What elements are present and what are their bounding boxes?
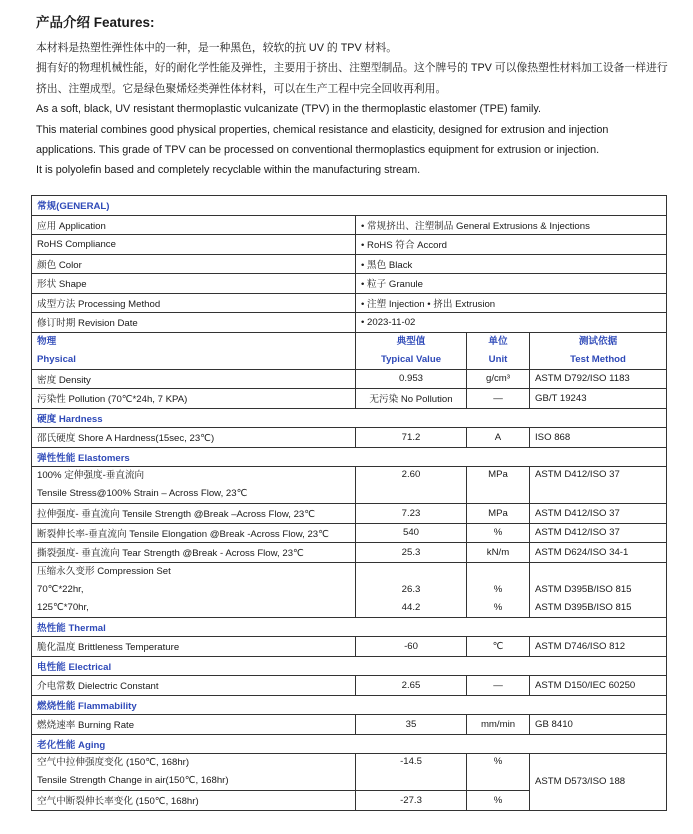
table-row (32, 235, 667, 255)
property-value: • 黑色 Black (356, 254, 667, 274)
table-row (32, 215, 667, 235)
header-physical-cn: 物理 (37, 335, 57, 347)
section-aging (32, 734, 667, 754)
property-label-cn: 100% 定伸强度-垂直流向 (37, 470, 145, 481)
property-method: GB 8410 (530, 715, 667, 735)
property-value: • 粒子 Granule (356, 274, 667, 294)
property-method (530, 562, 667, 617)
header-unit-en: Unit (488, 353, 508, 365)
intro-line: 拥有好的物理机械性能，好的耐化学性能及弹性，主要用于挤出、注塑型制品。这个牌号的 TPV 可以像热塑性材料加工设备一样进行 (36, 62, 668, 75)
property-label: 拉伸强度- 垂直流向 Tensile Strength @Break –Across Flow, 23℃ (32, 504, 356, 524)
property-method: ASTM D412/ISO 37 (530, 523, 667, 543)
property-value: -60 (356, 637, 467, 657)
property-value: 无污染 No Pollution (356, 389, 467, 409)
property-method: ASTM D412/ISO 37 (530, 504, 667, 524)
property-label-en: Tensile Stress@100% Strain – Across Flow, 23℃ (37, 488, 248, 499)
table-row (32, 715, 667, 735)
property-unit: ℃ (467, 637, 530, 657)
table-row (32, 369, 667, 389)
property-value: -14.5 (356, 754, 467, 791)
property-label: 修订时期 Revision Date (32, 313, 356, 333)
intro-line: 本材料是热塑性弹性体中的一种，是一种黑色，较软的抗 UV 的 TPV 材料。 (36, 42, 398, 54)
property-label: 成型方法 Processing Method (32, 293, 356, 313)
property-label-en: Tensile Strength Change in air(150℃, 168hr) (37, 775, 229, 786)
property-label: 撕裂强度- 垂直流向 Tear Strength @Break - Across Flow, 23℃ (32, 543, 356, 563)
header-method (530, 332, 667, 369)
table-row (32, 543, 667, 563)
section-title: 弹性性能 Elastomers (32, 447, 667, 467)
property-method: GB/T 19243 (530, 389, 667, 409)
property-label: 脆化温度 Brittleness Temperature (32, 637, 356, 657)
property-label: 应用 Application (32, 215, 356, 235)
section-title: 燃烧性能 Flammability (32, 695, 667, 715)
section-electrical (32, 656, 667, 676)
table-row (32, 389, 667, 409)
property-method-1: ASTM D395B/ISO 815 (535, 583, 632, 595)
property-label (32, 754, 356, 791)
table-row (32, 274, 667, 294)
property-method: ASTM D150/IEC 60250 (530, 676, 667, 696)
section-title: 热性能 Thermal (32, 617, 667, 637)
property-unit: g/cm³ (467, 369, 530, 389)
table-row (32, 637, 667, 657)
property-method: ASTM D746/ISO 812 (530, 637, 667, 657)
property-method: ASTM D573/ISO 188 (530, 754, 667, 811)
intro-line: As a soft, black, UV resistant thermoplastic vulcanizate (TPV) in the thermoplastic elastomer (TPE) family. (36, 103, 542, 116)
table-row (32, 562, 667, 617)
header-method-cn: 测试依据 (578, 335, 618, 347)
header-method-en: Test Method (570, 353, 626, 365)
property-value (356, 562, 467, 617)
property-method-2: ASTM D395B/ISO 815 (535, 601, 632, 613)
property-label: 介电常数 Dielectric Constant (32, 676, 356, 696)
property-unit: % (467, 754, 530, 791)
table-row (32, 293, 667, 313)
header-typical-en: Typical Value (380, 353, 442, 365)
property-label: 形状 Shape (32, 274, 356, 294)
header-unit (467, 332, 530, 369)
intro-line: applications. This grade of TPV can be processed on conventional thermoplastics equipment for extrusion or injection. (36, 144, 600, 157)
property-label: RoHS Compliance (32, 235, 356, 255)
section-title: 电性能 Electrical (32, 656, 667, 676)
property-unit: MPa (467, 504, 530, 524)
section-elastomers (32, 447, 667, 467)
property-label: 断裂伸长率-垂直流向 Tensile Elongation @Break -Across Flow, 23℃ (32, 523, 356, 543)
property-label: 污染性 Pollution (70℃*24h, 7 KPA) (32, 389, 356, 409)
intro-line: 挤出、注塑成型。它是绿色聚烯烃类弹性体材料，可以在生产工程中完全回收再利用。 (36, 82, 447, 95)
section-flammability (32, 695, 667, 715)
column-header-row (32, 332, 667, 369)
property-unit-1: % (493, 583, 503, 595)
property-unit: kN/m (467, 543, 530, 563)
property-unit: % (467, 791, 530, 811)
property-label: 密度 Density (32, 369, 356, 389)
section-thermal (32, 617, 667, 637)
property-label (32, 562, 356, 617)
table-row (32, 313, 667, 333)
property-label: 燃烧速率 Burning Rate (32, 715, 356, 735)
header-physical-en: Physical (37, 353, 76, 365)
property-label-cond: 125℃*70hr, (37, 601, 89, 613)
property-method: ISO 868 (530, 428, 667, 448)
property-value: 2.60 (356, 467, 467, 504)
property-label (32, 467, 356, 504)
property-value: 35 (356, 715, 467, 735)
property-method: ASTM D412/ISO 37 (530, 467, 667, 504)
intro-section (36, 14, 676, 181)
section-hardness (32, 408, 667, 428)
property-unit: mm/min (467, 715, 530, 735)
section-title: 硬度 Hardness (32, 408, 667, 428)
property-unit: MPa (467, 467, 530, 504)
property-value: • 2023-11-02 (356, 313, 667, 333)
property-label: 空气中断裂伸长率变化 (150℃, 168hr) (32, 791, 356, 811)
table-row (32, 504, 667, 524)
property-value: 71.2 (356, 428, 467, 448)
section-title: 常规(GENERAL) (32, 196, 667, 216)
intro-title: 产品介绍 Features: (36, 15, 155, 30)
section-title: 老化性能 Aging (32, 734, 667, 754)
property-label-title: 压缩永久变形 Compression Set (37, 565, 171, 577)
property-value: 7.23 (356, 504, 467, 524)
property-value: 25.3 (356, 543, 467, 563)
property-label-cn: 空气中拉伸强度变化 (150℃, 168hr) (37, 757, 190, 768)
property-label: 颜色 Color (32, 254, 356, 274)
property-value: • 常规挤出、注塑制品 General Extrusions & Injections (356, 215, 667, 235)
table-row (32, 523, 667, 543)
property-unit-2: % (493, 601, 503, 613)
property-method: ASTM D624/ISO 34-1 (530, 543, 667, 563)
section-general (32, 196, 667, 216)
property-method: ASTM D792/ISO 1183 (530, 369, 667, 389)
header-physical (32, 332, 356, 369)
property-unit (467, 562, 530, 617)
header-typical (356, 332, 467, 369)
table-row (32, 754, 667, 791)
property-value: 540 (356, 523, 467, 543)
intro-line: It is polyolefin based and completely recyclable within the manufacturing stream. (36, 164, 421, 177)
table-row (32, 467, 667, 504)
property-label-cond: 70℃*22hr, (37, 583, 84, 595)
property-value: 0.953 (356, 369, 467, 389)
property-unit: % (467, 523, 530, 543)
header-unit-cn: 单位 (488, 335, 508, 347)
property-label: 邵氏硬度 Shore A Hardness(15sec, 23℃) (32, 428, 356, 448)
table-row (32, 428, 667, 448)
spec-table (31, 195, 667, 811)
property-value: • RoHS 符合 Accord (356, 235, 667, 255)
table-row (32, 676, 667, 696)
property-unit: — (467, 389, 530, 409)
property-value: -27.3 (356, 791, 467, 811)
intro-line: This material combines good physical properties, chemical resistance and elasticity, designed for extrusion and injection (36, 123, 609, 136)
table-row (32, 254, 667, 274)
property-value: 2.65 (356, 676, 467, 696)
property-value-1: 26.3 (401, 583, 421, 595)
property-value: • 注塑 Injection • 挤出 Extrusion (356, 293, 667, 313)
property-unit: A (467, 428, 530, 448)
property-value-2: 44.2 (401, 601, 421, 613)
property-unit: — (467, 676, 530, 696)
header-typical-cn: 典型值 (396, 335, 426, 347)
